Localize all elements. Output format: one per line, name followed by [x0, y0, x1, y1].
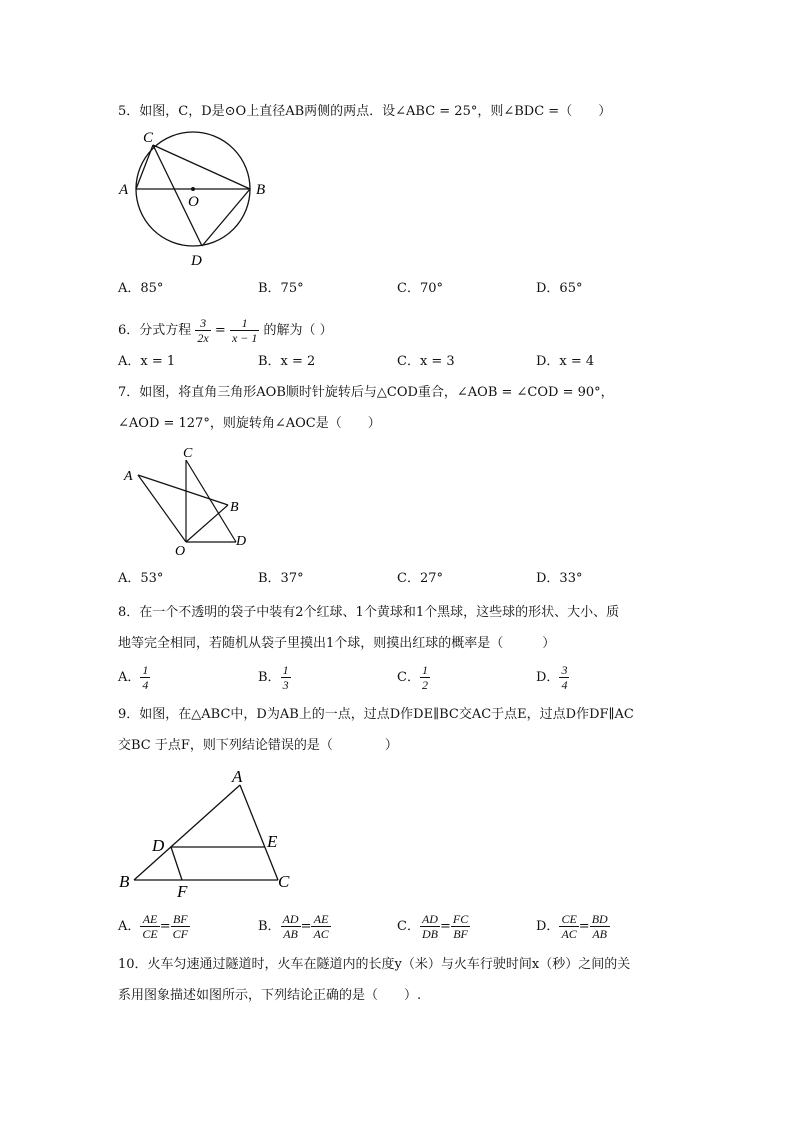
q7-segment-ob: [186, 505, 228, 542]
q5-label-d: D: [191, 253, 202, 269]
q5-option-a: A．85°: [118, 281, 164, 296]
q6-option-a: A．x = 1: [118, 354, 176, 369]
q7-option-c: C．27°: [397, 571, 443, 586]
q9-line1: 9．如图，在△ABC中，D为AB上的一点，过点D作DE∥BC交AC于点E，过点D作DF∥AC: [118, 707, 634, 722]
q7-option-a: A．53°: [118, 571, 164, 586]
q5-segment-ac: [136, 145, 153, 189]
q9-option-b: B． $\frac{AD}{AB}$ = $\frac{AE}{AC}$: [258, 912, 329, 941]
q9-label-b: B: [119, 872, 130, 891]
q7-line1: 7．如图，将直角三角形AOB顺时针旋转后与△COD重合，∠AOB = ∠COD = 90°，: [118, 385, 614, 400]
q7-segment-ab: [138, 475, 228, 505]
q7-label-o: O: [175, 544, 186, 559]
q10-line1: 10．火车匀速通过隧道时，火车在隧道内的长度y（米）与火车行驶时间x（秒）之间的关: [118, 957, 631, 972]
q7-label-b: B: [230, 500, 239, 515]
q9-label-a: A: [232, 767, 243, 786]
q6-option-c: C．x = 3: [397, 354, 455, 369]
q6-fraction-right: $\frac{1}{x - 1}$: [231, 316, 258, 345]
q5-circle-figure: [116, 126, 276, 269]
q6-prefix: 6．分式方程: [118, 323, 192, 338]
q5-center-dot: [191, 187, 195, 191]
q9-triangle-figure: [118, 765, 298, 900]
q9-segment-df: [171, 847, 182, 880]
q9-option-d: D． $\frac{CE}{AC}$ = $\frac{BD}{AB}$: [536, 912, 608, 941]
q5-option-c: C．70°: [397, 281, 443, 296]
q6-option-b: B．x = 2: [258, 354, 316, 369]
q5-option-b: B．75°: [258, 281, 304, 296]
q8-option-d: D． $\frac{3}{4}$: [536, 663, 568, 692]
q8-line2: 地等完全相同，若随机从袋子里摸出1个球，则摸出红球的概率是（ ）: [118, 636, 556, 651]
q9-label-f: F: [177, 882, 188, 901]
q7-label-a: A: [124, 469, 133, 484]
q5-label-b: B: [256, 182, 266, 198]
q9-label-e: E: [267, 832, 278, 851]
q8-line1: 8．在一个不透明的袋子中装有2个红球、1个黄球和1个黑球，这些球的形状、大小、质: [118, 605, 620, 620]
q9-label-c: C: [278, 872, 290, 891]
q7-line2: ∠AOD = 127°，则旋转角∠AOC是（ ）: [118, 416, 381, 431]
q7-label-d: D: [236, 534, 247, 549]
q7-option-b: B．37°: [258, 571, 304, 586]
q7-option-d: D．33°: [536, 571, 583, 586]
q9-line2: 交BC 于点F，则下列结论错误的是（ ）: [118, 738, 398, 753]
q5-stem: 5．如图，C，D是⊙O上直径AB两侧的两点．设∠ABC = 25°，则∠BDC =（ ）: [118, 104, 612, 119]
q7-segment-oa: [138, 475, 186, 542]
q7-label-c: C: [183, 446, 193, 461]
q5-label-c: C: [143, 130, 154, 146]
q7-segment-cd: [186, 460, 236, 542]
q5-label-o: O: [188, 194, 199, 210]
q7-rotation-figure: [120, 445, 260, 560]
q9-option-c: C． $\frac{AD}{DB}$ = $\frac{FC}{BF}$: [397, 912, 469, 941]
q6-equals: =: [214, 323, 226, 338]
q9-label-d: D: [152, 836, 165, 855]
q6-stem: [118, 314, 333, 348]
q6-fraction-left: $\frac{3}{2x}$: [197, 316, 209, 345]
q6-suffix: 的解为（ ）: [263, 323, 333, 338]
q8-option-a: A． $\frac{1}{4}$: [118, 663, 149, 692]
q6-option-d: D．x = 4: [536, 354, 595, 369]
q5-label-a: A: [119, 182, 129, 198]
q5-option-d: D．65°: [536, 281, 583, 296]
q8-option-b: B． $\frac{1}{3}$: [258, 663, 289, 692]
q8-option-c: C． $\frac{1}{2}$: [397, 663, 428, 692]
q10-line2: 系用图象描述如图所示，下列结论正确的是（ ）.: [118, 988, 422, 1003]
q9-segment-ab: [134, 785, 240, 880]
q9-option-a: A． $\frac{AE}{CE}$ = $\frac{BF}{CF}$: [118, 912, 188, 941]
